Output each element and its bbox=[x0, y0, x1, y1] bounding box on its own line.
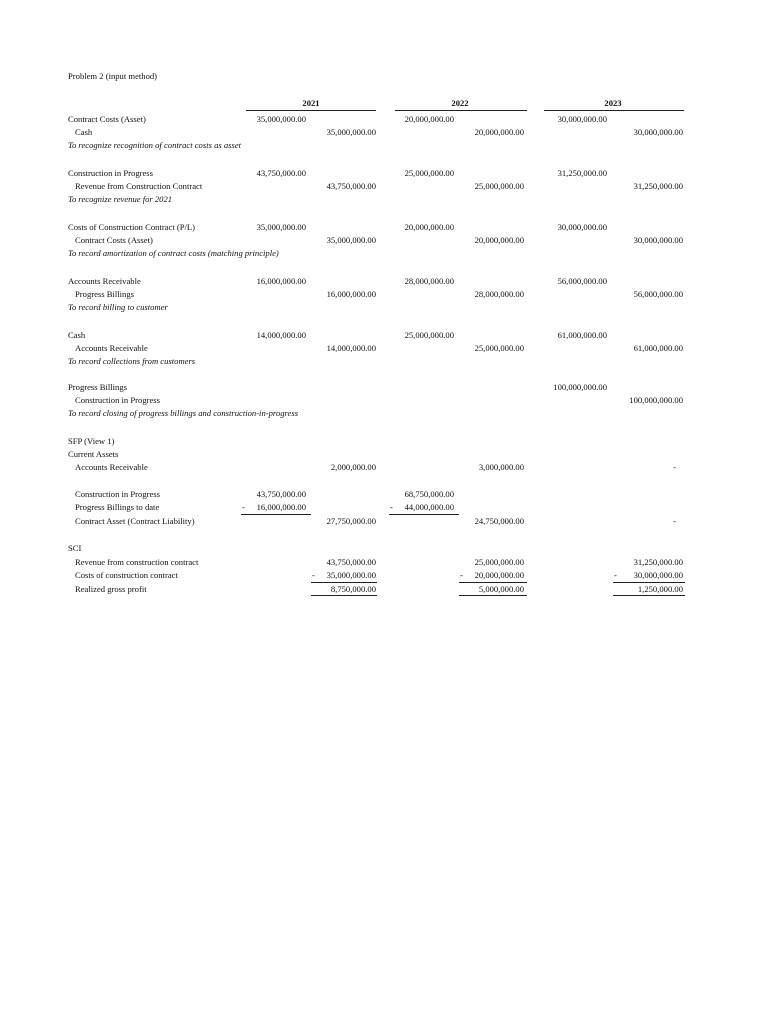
current-assets-heading: Current Assets bbox=[68, 449, 119, 459]
entry-3-debit-2021: 35,000,000.00 bbox=[256, 222, 306, 232]
entry-2-credit-2022: 25,000,000.00 bbox=[474, 181, 524, 191]
sfp-ar-label: Accounts Receivable bbox=[75, 462, 148, 472]
entry-4-debit-2021: 16,000,000.00 bbox=[256, 276, 306, 286]
sci-gp-2022-underline bbox=[459, 595, 527, 596]
entry-1-debit-2021: 35,000,000.00 bbox=[256, 114, 306, 124]
year-underline-2022 bbox=[395, 110, 527, 111]
sci-gp-2021: 8,750,000.00 bbox=[330, 584, 376, 594]
sfp-pb-2021: 16,000,000.00 bbox=[256, 502, 306, 512]
entry-5-credit-2022: 25,000,000.00 bbox=[474, 343, 524, 353]
sci-gp-label: Realized gross profit bbox=[75, 584, 147, 594]
sfp-cip-2022: 68,750,000.00 bbox=[404, 489, 454, 499]
sci-cost-2023-underline bbox=[613, 582, 685, 583]
sci-cost-2022: 20,000,000.00 bbox=[474, 570, 524, 580]
sci-heading: SCI bbox=[68, 543, 82, 553]
entry-3-credit-2023: 30,000,000.00 bbox=[633, 235, 683, 245]
entry-3-credit-2022: 20,000,000.00 bbox=[474, 235, 524, 245]
entry-4-debit-2022: 28,000,000.00 bbox=[404, 276, 454, 286]
entry-2-credit-2023: 31,250,000.00 bbox=[633, 181, 683, 191]
entry-5-debit-account: Cash bbox=[68, 330, 86, 340]
entry-3-memo: To record amortization of contract costs (matching principle) bbox=[68, 248, 279, 258]
entry-5-memo: To record collections from customers bbox=[68, 356, 196, 366]
sfp-cip-label: Construction in Progress bbox=[75, 489, 160, 499]
entry-5-credit-2021: 14,000,000.00 bbox=[326, 343, 376, 353]
entry-1-credit-2022: 20,000,000.00 bbox=[474, 127, 524, 137]
entry-4-credit-2022: 28,000,000.00 bbox=[474, 289, 524, 299]
sci-cost-2021: 35,000,000.00 bbox=[326, 570, 376, 580]
year-underline-2023 bbox=[544, 110, 684, 111]
sfp-ca-label: Contract Asset (Contract Liability) bbox=[75, 516, 195, 526]
sfp-pb-2022: 44,000,000.00 bbox=[404, 502, 454, 512]
sfp-pb-2021-sign: - bbox=[242, 502, 245, 512]
entry-4-debit-account: Accounts Receivable bbox=[68, 276, 141, 286]
entry-1-credit-account: Cash bbox=[75, 127, 93, 137]
entry-6-debit-account: Progress Billings bbox=[68, 382, 127, 392]
entry-4-credit-account: Progress Billings bbox=[75, 289, 134, 299]
entry-5-credit-account: Accounts Receivable bbox=[75, 343, 148, 353]
entry-4-credit-2023: 56,000,000.00 bbox=[633, 289, 683, 299]
sci-revenue-2021: 43,750,000.00 bbox=[326, 557, 376, 567]
sfp-heading: SFP (View 1) bbox=[68, 436, 115, 446]
entry-1-credit-2023: 30,000,000.00 bbox=[633, 127, 683, 137]
entry-5-credit-2023: 61,000,000.00 bbox=[633, 343, 683, 353]
entry-6-credit-account: Construction in Progress bbox=[75, 395, 160, 405]
sfp-pb-2022-sign: - bbox=[390, 502, 393, 512]
entry-1-credit-2021: 35,000,000.00 bbox=[326, 127, 376, 137]
sci-cost-2023: 30,000,000.00 bbox=[633, 570, 683, 580]
sci-cost-2022-sign: - bbox=[460, 570, 463, 580]
sci-gp-2022: 5,000,000.00 bbox=[478, 584, 524, 594]
sci-revenue-2022: 25,000,000.00 bbox=[474, 557, 524, 567]
sci-cost-2022-underline bbox=[459, 582, 527, 583]
sfp-ca-2023: - bbox=[673, 516, 676, 526]
entry-2-credit-account: Revenue from Construction Contract bbox=[75, 181, 203, 191]
entry-5-debit-2021: 14,000,000.00 bbox=[256, 330, 306, 340]
problem-title: Problem 2 (input method) bbox=[68, 71, 158, 81]
sfp-ar-2021: 2,000,000.00 bbox=[330, 462, 376, 472]
sfp-ar-2022: 3,000,000.00 bbox=[478, 462, 524, 472]
year-underline-2021 bbox=[246, 110, 376, 111]
entry-6-memo: To record closing of progress billings and construction-in-progress bbox=[68, 408, 299, 418]
sfp-pb-label: Progress Billings to date bbox=[75, 502, 160, 512]
sfp-pb-2021-underline bbox=[241, 514, 311, 515]
entry-5-debit-2023: 61,000,000.00 bbox=[557, 330, 607, 340]
sci-gp-2021-underline bbox=[311, 595, 377, 596]
sci-cost-2021-sign: - bbox=[312, 570, 315, 580]
entry-3-debit-2022: 20,000,000.00 bbox=[404, 222, 454, 232]
sci-cost-label: Costs of construction contract bbox=[75, 570, 178, 580]
entry-2-memo: To recognize revenue for 2021 bbox=[68, 194, 173, 204]
sci-revenue-label: Revenue from construction contract bbox=[75, 557, 199, 567]
sci-cost-2021-underline bbox=[311, 582, 377, 583]
entry-4-credit-2021: 16,000,000.00 bbox=[326, 289, 376, 299]
year-header-2022: 2022 bbox=[451, 98, 469, 108]
entry-3-credit-2021: 35,000,000.00 bbox=[326, 235, 376, 245]
entry-1-debit-2023: 30,000,000.00 bbox=[557, 114, 607, 124]
entry-4-memo: To record billing to customer bbox=[68, 302, 168, 312]
entry-1-memo: To recognize recognition of contract costs as asset bbox=[68, 140, 242, 150]
sci-gp-2023: 1,250,000.00 bbox=[637, 584, 683, 594]
sci-gp-2023-underline bbox=[613, 595, 685, 596]
entry-5-debit-2022: 25,000,000.00 bbox=[404, 330, 454, 340]
year-header-2023: 2023 bbox=[604, 98, 622, 108]
entry-2-debit-2023: 31,250,000.00 bbox=[557, 168, 607, 178]
entry-3-debit-account: Costs of Construction Contract (P/L) bbox=[68, 222, 195, 232]
entry-4-debit-2023: 56,000,000.00 bbox=[557, 276, 607, 286]
year-header-2021: 2021 bbox=[302, 98, 320, 108]
entry-2-debit-2022: 25,000,000.00 bbox=[404, 168, 454, 178]
sfp-cip-2021: 43,750,000.00 bbox=[256, 489, 306, 499]
entry-1-debit-2022: 20,000,000.00 bbox=[404, 114, 454, 124]
sci-cost-2023-sign: - bbox=[614, 570, 617, 580]
entry-2-debit-2021: 43,750,000.00 bbox=[256, 168, 306, 178]
entry-3-credit-account: Contract Costs (Asset) bbox=[75, 235, 153, 245]
sfp-ar-2023: - bbox=[673, 462, 676, 472]
entry-6-debit-2023: 100,000,000.00 bbox=[553, 382, 607, 392]
sci-revenue-2023: 31,250,000.00 bbox=[633, 557, 683, 567]
entry-6-credit-2023: 100,000,000.00 bbox=[629, 395, 683, 405]
entry-2-credit-2021: 43,750,000.00 bbox=[326, 181, 376, 191]
sfp-pb-2022-underline bbox=[389, 514, 459, 515]
entry-2-debit-account: Construction in Progress bbox=[68, 168, 153, 178]
sfp-ca-2022: 24,750,000.00 bbox=[474, 516, 524, 526]
entry-3-debit-2023: 30,000,000.00 bbox=[557, 222, 607, 232]
sfp-ca-2021: 27,750,000.00 bbox=[326, 516, 376, 526]
entry-1-debit-account: Contract Costs (Asset) bbox=[68, 114, 146, 124]
